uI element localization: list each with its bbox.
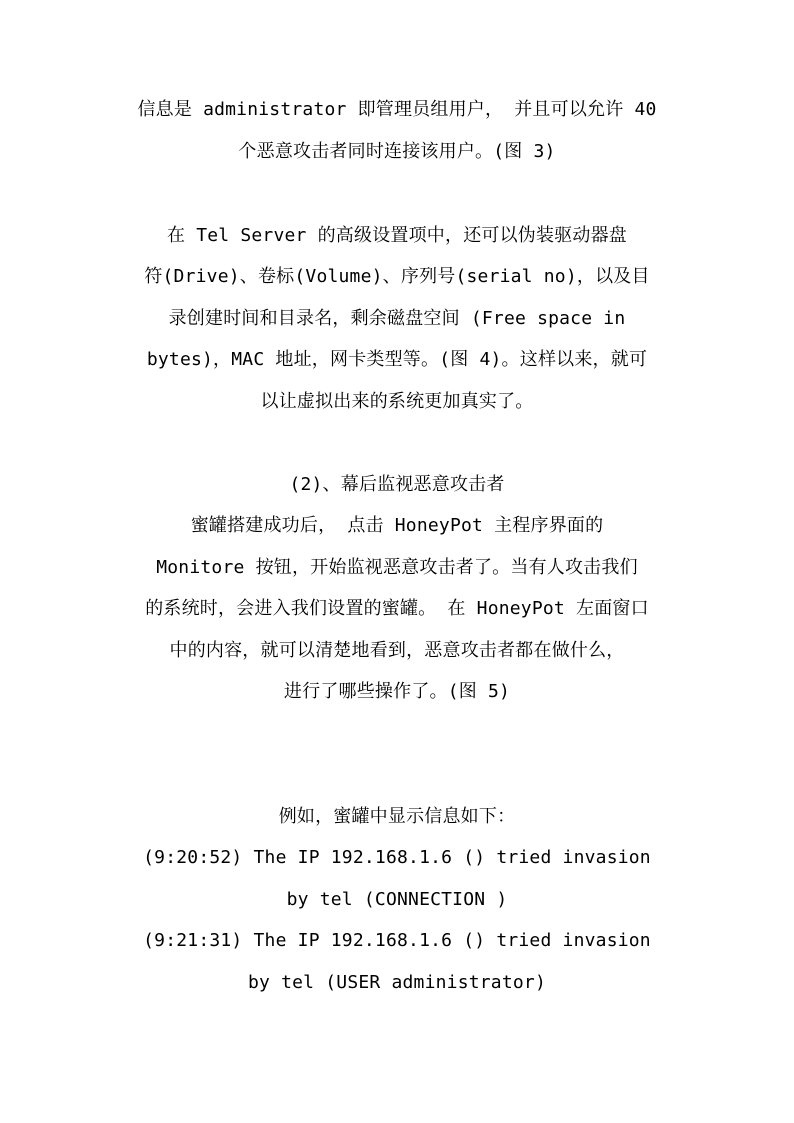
text-line: 录创建时间和目录名，剩余磁盘空间 (Free space in (168, 308, 626, 329)
text-line: 蜜罐搭建成功后， 点击 HoneyPot 主程序界面的 (190, 515, 604, 536)
text-line: 以让虚拟出来的系统更加真实了。 (260, 391, 534, 412)
text-line: bytes)，MAC 地址，网卡类型等。(图 4)。这样以来，就可 (146, 349, 648, 370)
text-line: 在 Tel Server 的高级设置项中，还可以伪装驱动器盘 (166, 225, 628, 246)
log-line: (9:20:52) The IP 192.168.1.6 () tried invasion (143, 847, 651, 868)
text-line: 中的内容，就可以清楚地看到，恶意攻击者都在做什么， (169, 640, 625, 661)
text-line: 进行了哪些操作了。(图 5) (283, 681, 511, 702)
text-line: Monitore 按钮，开始监视恶意攻击者了。当有人攻击我们 (156, 557, 638, 578)
text-line: 的系统时，会进入我们设置的蜜罐。 在 HoneyPot 左面窗口 (145, 598, 649, 619)
text-line: 例如，蜜罐中显示信息如下： (278, 806, 516, 827)
text-line: 个恶意攻击者同时连接该用户。(图 3) (238, 141, 556, 162)
text-line: 信息是 administrator 即管理员组用户， 并且可以允许 40 (137, 99, 657, 120)
log-line: by tel (USER administrator) (248, 972, 546, 993)
section-heading: (2)、幕后监视恶意攻击者 (289, 474, 505, 495)
log-line: (9:21:31) The IP 192.168.1.6 () tried invasion (143, 930, 651, 951)
log-line: by tel (CONNECTION ) (286, 889, 508, 910)
text-line: 符(Drive)、卷标(Volume)、序列号(serial no)，以及目 (144, 266, 650, 287)
